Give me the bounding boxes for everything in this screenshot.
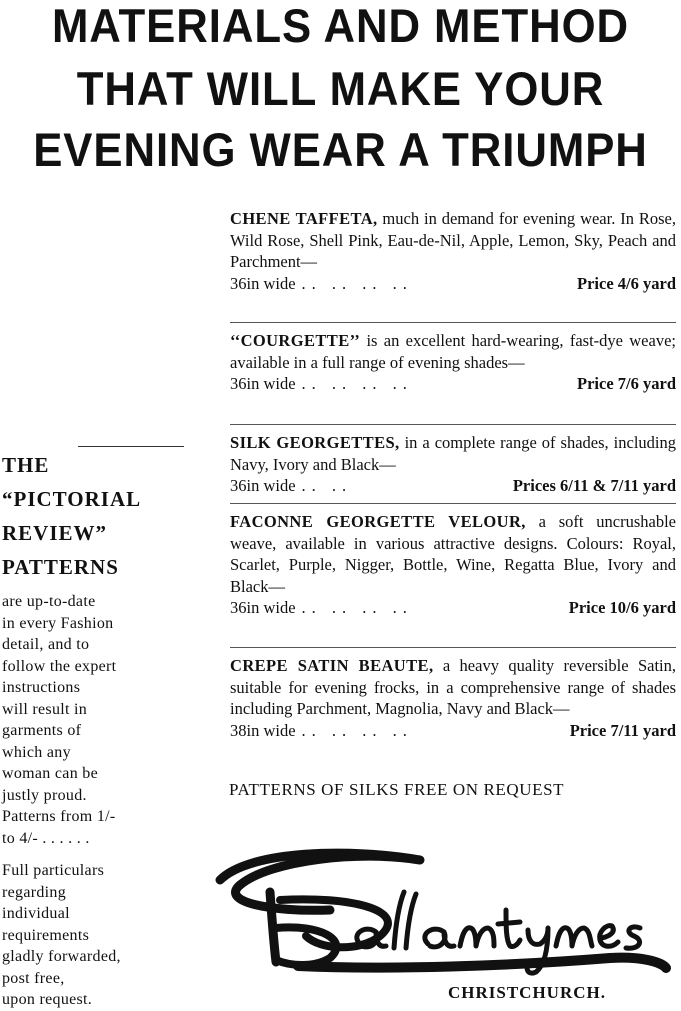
text-line: justly proud. bbox=[2, 786, 87, 804]
headline-line-1: MATERIALS AND METHOD bbox=[51, 0, 630, 52]
leader-dots: .. .. .. .. bbox=[301, 720, 413, 740]
text-line: gladly forwarded, bbox=[2, 948, 121, 965]
fabric-width: 36in wide bbox=[230, 598, 296, 617]
text-line: woman can be bbox=[2, 765, 99, 782]
patterns-heading bbox=[2, 448, 197, 584]
product-details: much in demand for evening wear. In Rose, Wild Rose, Shell Pink, Eau-de-Nil, Apple, Lemon, Sky, Peach and Parchment— bbox=[230, 209, 676, 271]
product-description bbox=[230, 208, 676, 273]
text-line: upon request. bbox=[2, 991, 93, 1008]
silks-free-notice: PATTERNS OF SILKS FREE ON REQUEST bbox=[229, 780, 565, 799]
text-line: in every Fashion bbox=[2, 614, 114, 632]
text-line: requirements bbox=[2, 926, 90, 944]
text-line: are up-to-date bbox=[2, 593, 96, 610]
leader-dots: .. .. .. .. bbox=[301, 273, 413, 293]
price-line bbox=[230, 273, 676, 295]
leader-dots: .. .. .. .. bbox=[301, 598, 413, 617]
price: Price 7/11 yard bbox=[569, 720, 676, 740]
city-name: CHRISTCHURCH. bbox=[448, 983, 606, 1002]
price: Prices 6/11 & 7/11 yard bbox=[512, 476, 676, 495]
price: Price 4/6 yard bbox=[577, 273, 676, 293]
text-line: individual bbox=[2, 905, 70, 922]
product-name: CHENE TAFFETA, bbox=[230, 209, 378, 228]
product-description bbox=[230, 330, 676, 373]
text-line: will result in bbox=[2, 700, 88, 718]
fabric-width: 38in wide bbox=[230, 720, 296, 740]
product-entry bbox=[230, 432, 676, 497]
price-line bbox=[230, 720, 676, 742]
text-line: Patterns from 1/- bbox=[2, 808, 116, 825]
text-line: to 4/- . . . . . . bbox=[2, 829, 90, 847]
heading-line: “PICTORIAL bbox=[2, 487, 142, 511]
product-description bbox=[230, 432, 676, 475]
text-line: which any bbox=[2, 743, 71, 761]
particulars-note bbox=[2, 860, 197, 1011]
product-name: SILK GEORGETTES, bbox=[230, 433, 400, 452]
heading-line: THE bbox=[2, 453, 50, 477]
product-entry bbox=[230, 330, 676, 395]
headline-line-2: THAT WILL MAKE YOUR bbox=[76, 62, 605, 115]
fabric-width: 36in wide bbox=[230, 273, 296, 293]
text-line: garments of bbox=[2, 722, 82, 739]
patterns-description bbox=[2, 591, 197, 849]
text-line: post free, bbox=[2, 969, 65, 987]
price-line bbox=[230, 475, 676, 497]
text-line: regarding bbox=[2, 883, 67, 901]
text-line: instructions bbox=[2, 679, 81, 696]
product-entry bbox=[230, 655, 676, 741]
product-details: in a complete range of shades, including Navy, Ivory and Black— bbox=[230, 433, 676, 474]
price: Price 10/6 yard bbox=[568, 598, 676, 617]
product-name: CREPE SATIN BEAUTE, bbox=[230, 656, 434, 675]
fabric-width: 36in wide bbox=[230, 374, 296, 393]
heading-line: PATTERNS bbox=[2, 555, 119, 579]
product-entry bbox=[230, 208, 676, 294]
headline-line-3: EVENING WEAR A TRIUMPH bbox=[33, 123, 648, 176]
text-line: Full particulars bbox=[2, 862, 105, 879]
product-details: is an excellent hard-wearing, fast-dye weave; available in a full range of evening shades— bbox=[230, 331, 676, 372]
price: Price 7/6 yard bbox=[577, 374, 676, 393]
heading-line: REVIEW” bbox=[2, 521, 108, 545]
product-entry bbox=[230, 511, 676, 619]
product-details: a heavy quality reversible Satin, suitable for evening frocks, in a comprehensive range of shades including Parchment, Magnolia, Navy and Black— bbox=[230, 656, 676, 718]
product-details: a soft uncrushable weave, available in various attractive designs. Colours: Royal, Scarlet, Purple, Nigger, Bottle, Wine, Regatta Blue, Ivory and Black— bbox=[230, 512, 676, 596]
product-name: FACONNE GEORGETTE VELOUR, bbox=[230, 512, 526, 531]
divider bbox=[230, 647, 676, 648]
fabric-width: 36in wide bbox=[230, 476, 296, 495]
left-divider bbox=[78, 446, 184, 447]
leader-dots: .. .. .. .. bbox=[301, 374, 413, 393]
price-line bbox=[230, 597, 676, 619]
divider bbox=[230, 503, 676, 504]
leader-dots: .. .. bbox=[301, 476, 353, 495]
price-line bbox=[230, 373, 676, 395]
product-description bbox=[230, 511, 676, 597]
product-name: ‘‘COURGETTE’’ bbox=[230, 331, 361, 350]
product-description bbox=[230, 655, 676, 720]
divider bbox=[230, 322, 676, 323]
text-line: follow the expert bbox=[2, 657, 117, 675]
text-line: detail, and to bbox=[2, 636, 90, 653]
ballantynes-signature-logo bbox=[210, 840, 672, 990]
divider bbox=[230, 424, 676, 425]
